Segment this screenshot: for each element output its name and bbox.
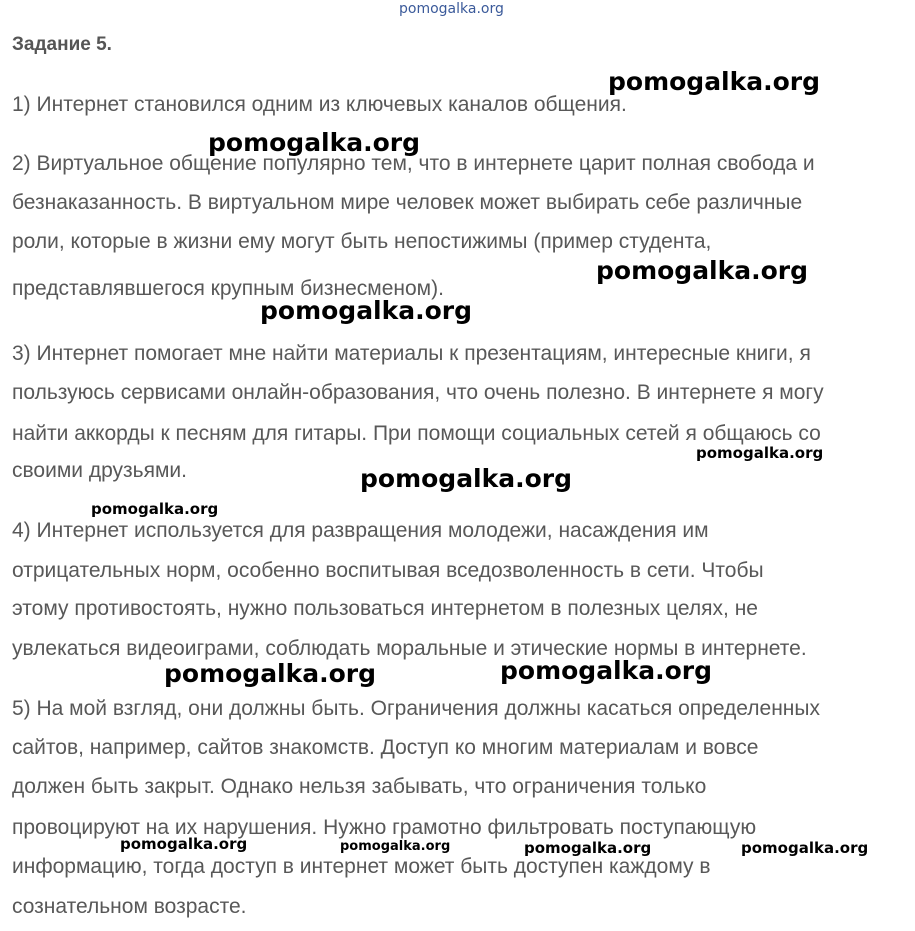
paragraph-2-line-1: 2) Виртуальное общение популярно тем, что в интернете царит полная свобода и [12, 152, 815, 175]
paragraph-4-line-3: этому противостоять, нужно пользоваться интернетом в полезных целях, не [12, 597, 758, 620]
paragraph-2-line-4: представлявшегося крупным бизнесменом). [12, 277, 444, 300]
watermark: pomogalka.org [696, 444, 824, 462]
watermark: pomogalka.org [260, 296, 473, 325]
paragraph-5-line-5: информацию, тогда доступ в интернет может быть доступен каждому в [12, 855, 711, 878]
paragraph-5-line-2: сайтов, например, сайтов знакомств. Доступ ко многим материалам и вовсе [12, 736, 759, 759]
paragraph-2-line-2: безнаказанность. В виртуальном мире человек может выбирать себе различные [12, 191, 803, 214]
header-watermark: pomogalka.org [399, 1, 504, 17]
paragraph-4-line-2: отрицательных норм, особенно воспитывая вседозволенность в сети. Чтобы [12, 559, 764, 582]
watermark: pomogalka.org [360, 464, 573, 493]
paragraph-3-line-4: своими друзьями. [12, 459, 187, 482]
paragraph-3-line-1: 3) Интернет помогает мне найти материалы к презентациям, интересные книги, я [12, 342, 811, 365]
watermark: pomogalka.org [164, 659, 377, 688]
watermark: pomogalka.org [208, 128, 421, 157]
watermark: pomogalka.org [741, 839, 869, 857]
paragraph-5-line-1: 5) На мой взгляд, они должны быть. Ограничения должны касаться определенных [12, 697, 820, 720]
paragraph-4-line-1: 4) Интернет используется для развращения молодежи, насаждения им [12, 519, 709, 542]
watermark: pomogalka.org [91, 500, 219, 518]
watermark: pomogalka.org [608, 67, 821, 96]
watermark: pomogalka.org [120, 835, 248, 853]
watermark: pomogalka.org [500, 656, 713, 685]
paragraph-2-line-3: роли, которые в жизни ему могут быть непостижимы (пример студента, [12, 230, 712, 253]
paragraph-5-line-3: должен быть закрыт. Однако нельзя забывать, что ограничения только [12, 775, 707, 798]
watermark: pomogalka.org [596, 256, 809, 285]
paragraph-1-line-1: 1) Интернет становился одним из ключевых каналов общения. [12, 93, 627, 116]
task-title: Задание 5. [12, 34, 112, 55]
paragraph-3-line-2: пользуюсь сервисами онлайн-образования, что очень полезно. В интернете я могу [12, 381, 824, 404]
paragraph-4-line-4: увлекаться видеоиграми, соблюдать моральные и этические нормы в интернете. [12, 637, 807, 660]
watermark: pomogalka.org [524, 839, 652, 857]
paragraph-3-line-3: найти аккорды к песням для гитары. При помощи социальных сетей я общаюсь со [12, 422, 821, 445]
paragraph-5-line-6: сознательном возрасте. [12, 895, 247, 918]
watermark: pomogalka.org [340, 839, 451, 854]
paragraph-5-line-4: провоцируют на их нарушения. Нужно грамотно фильтровать поступающую [12, 816, 757, 839]
